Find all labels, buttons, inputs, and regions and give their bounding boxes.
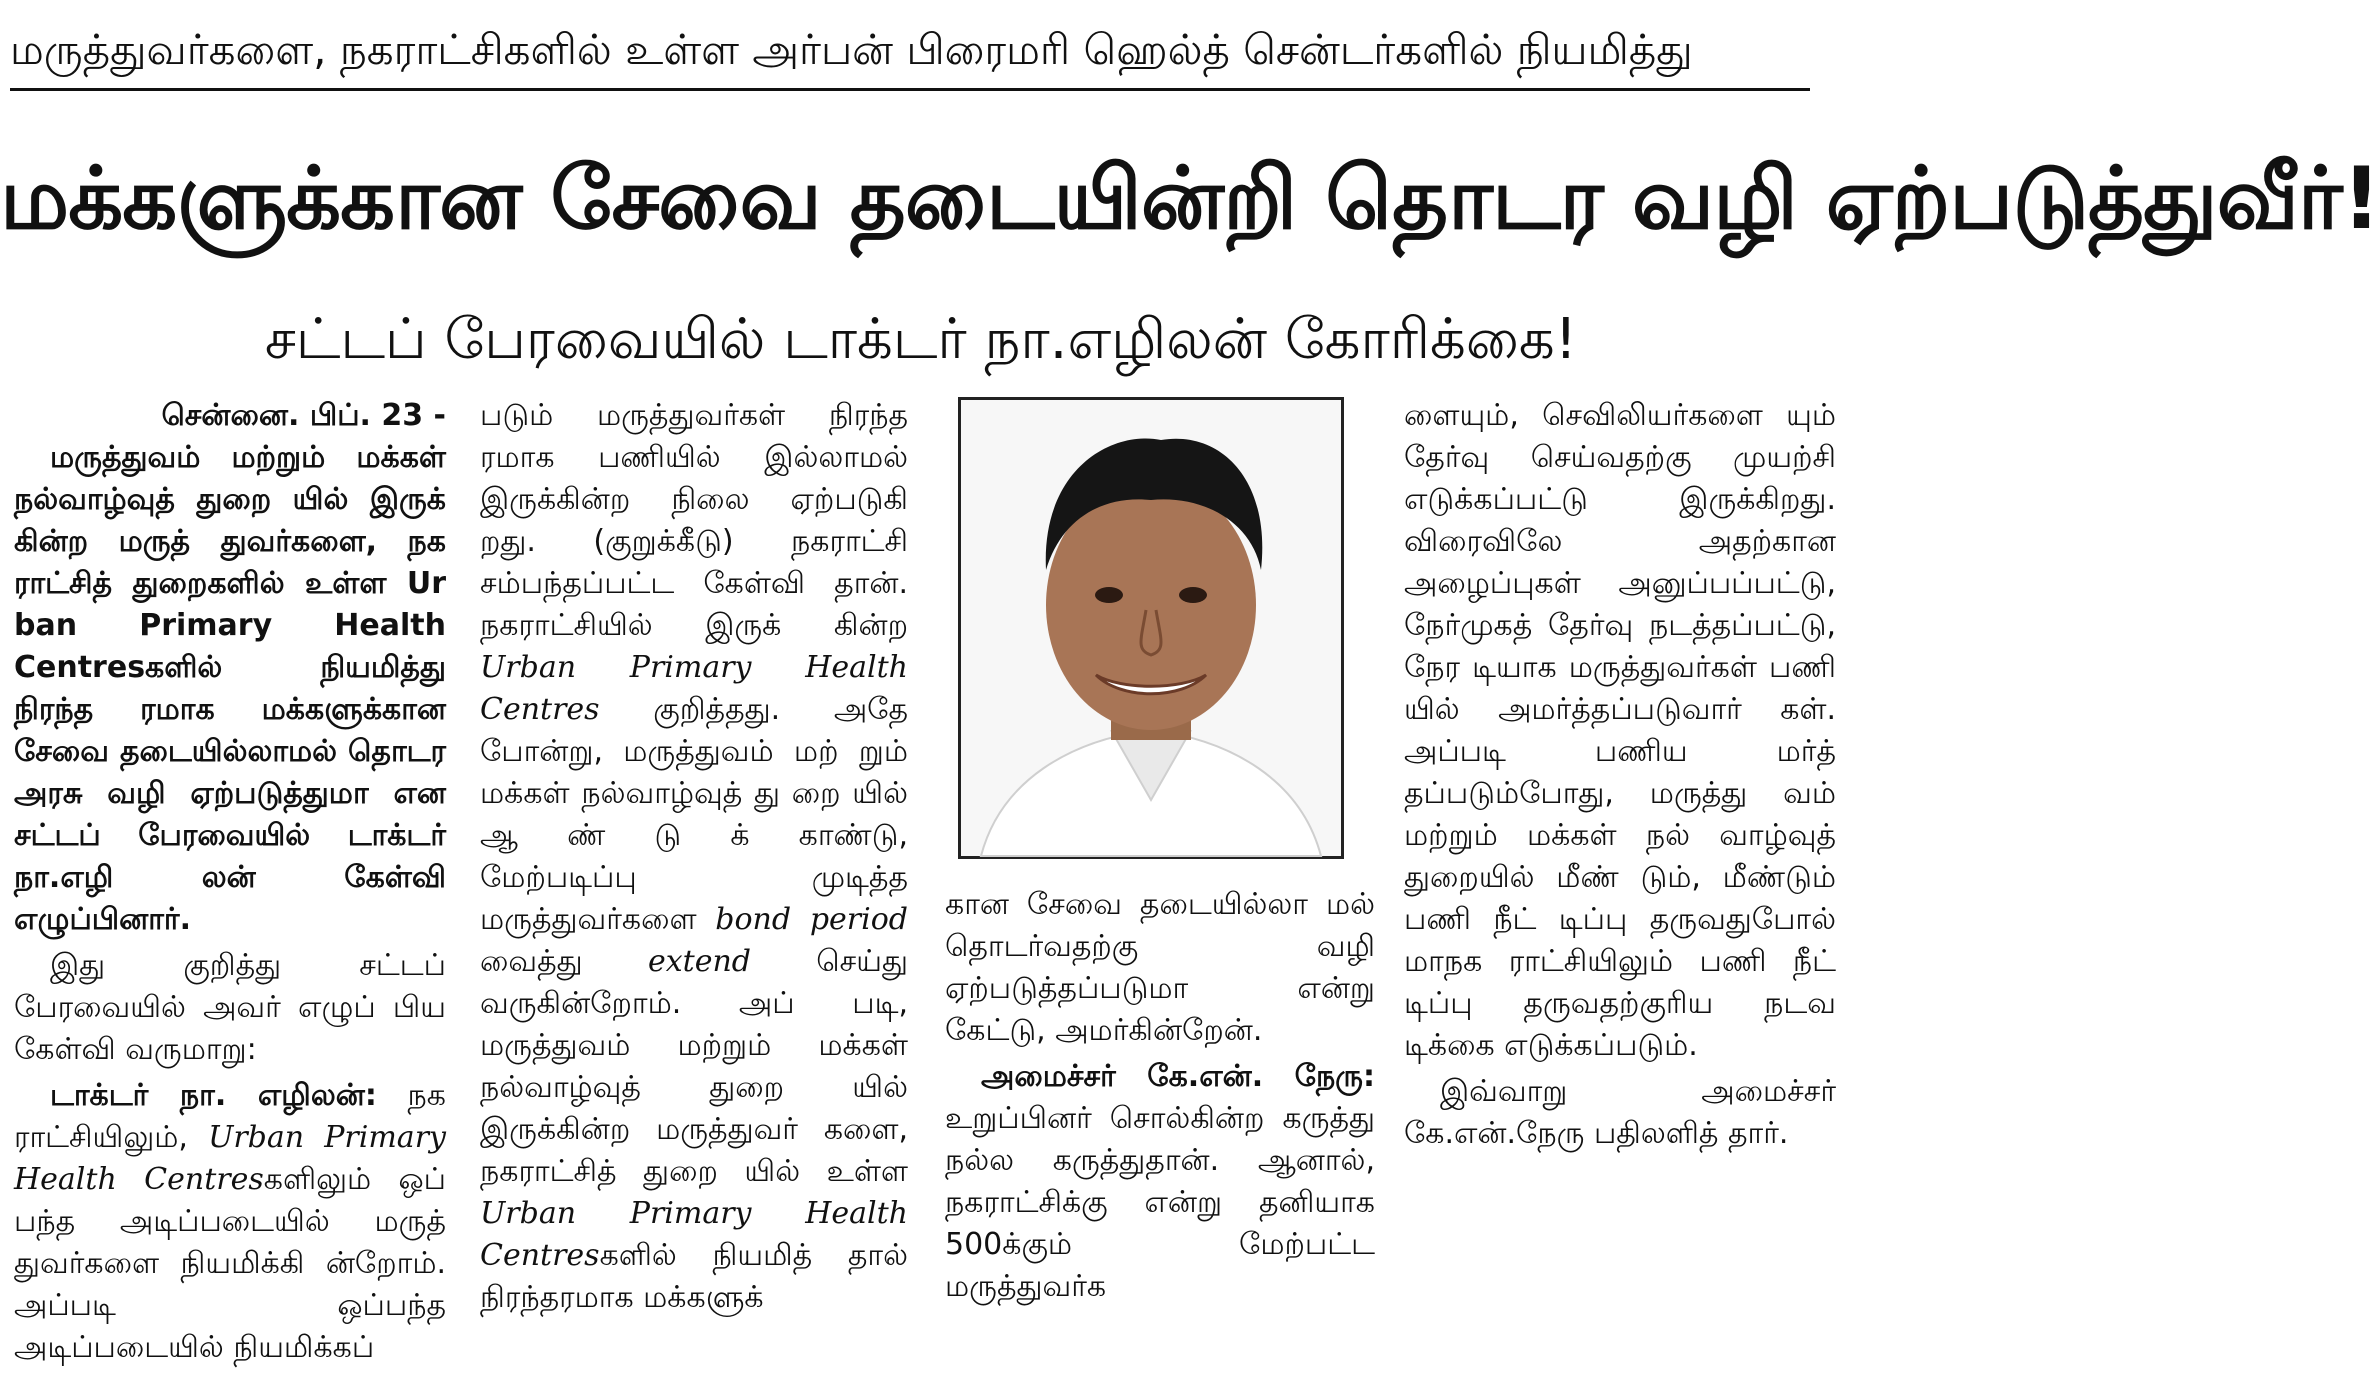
article-column-3	[945, 884, 1375, 1312]
col2-paragraph	[480, 395, 908, 1319]
kicker-text: மருத்துவர்களை, நகராட்சிகளில் உள்ள அர்பன் பிரைமரி ஹெல்த் சென்டர்களில் நியமித்து	[10, 25, 1693, 74]
col2-english-4: Urban Primary Health Centres	[480, 1196, 908, 1273]
col2-text-3: வைத்து	[480, 944, 648, 979]
headline: மக்களுக்கான சேவை தடையின்றி தொடர வழி ஏற்படுத்துவீர்!	[0, 149, 2380, 249]
question-intro: இது குறித்து சட்டப் பேரவையில் அவர் எழுப் பிய கேள்வி வருமாறு:	[14, 948, 446, 1067]
closing-paragraph: இவ்வாறு அமைச்சர் கே.என்.நேரு பதிலளித் தார்.	[1404, 1074, 1836, 1151]
portrait-illustration	[961, 400, 1341, 856]
col2-text-1: படும் மருத்துவர்கள் நிரந்த ரமாக பணியில் இல்லாமல் இருக்கின்ற நிலை ஏற்படுகி றது. (குறுக்கீடு) நகராட்சி சம்பந்தப்பட்ட கேள்வி தான். நகராட்சியில் இருக் கின்ற	[480, 398, 908, 643]
col4-paragraph: ளையும், செவிலியர்களை யும் தேர்வு செய்வதற்கு முயற்சி எடுக்கப்பட்டு இருக்கிறது. விரைவிலே அதற்கான அழைப்புகள் அனுப்பப்பட்டு, நேர்முகத் தேர்வு நடத்தப்பட்டு, நேர டியாக மருத்துவர்கள் பணி யில் அமர்த்தப்படுவார் கள். அப்படி பணிய மர்த் தப்படும்போது, மருத்து வம் மற்றும் மக்கள் நல் வாழ்வுத் துறையில் மீண் டும், மீண்டும் பணி நீட் டிப்பு தருவதுபோல் மாநக ராட்சியிலும் பணி நீட் டிப்பு தருவதற்குரிய நடவ டிக்கை எடுக்கப்படும்.	[1404, 398, 1836, 1063]
article-column-4	[1404, 395, 1836, 1159]
speaker-nehru: அமைச்சர் கே.என். நேரு:	[981, 1059, 1375, 1094]
col2-english-3: extend	[647, 944, 751, 979]
col3-paragraph: கான சேவை தடையில்லா மல் தொடர்வதற்கு வழி ஏற்படுத்தப்படுமா என்று கேட்டு, அமர்கின்றேன்.	[945, 887, 1375, 1048]
col2-english-2: bond period	[715, 902, 908, 937]
answer-paragraph	[945, 1056, 1375, 1308]
article-column-1	[14, 395, 446, 1373]
question-paragraph	[14, 1075, 446, 1369]
article-column-2	[480, 395, 908, 1323]
col2-english-1: Urban Primary Health Centres	[480, 650, 908, 727]
portrait-photo	[958, 397, 1344, 859]
kicker-line	[10, 18, 1810, 91]
col1-text-2: களிலும் ஒப் பந்த அடிப்படையில் மருத் துவர்களை நியமிக்கி ன்றோம். அப்படி ஒப்பந்த அடிப்படையில் நியமிக்கப்	[14, 1162, 447, 1365]
subheadline: சட்டப் பேரவையில் டாக்டர் நா.எழிலன் கோரிக்கை!	[264, 307, 1578, 372]
col1-english-1: Urban Primary Health Centres	[14, 1120, 446, 1197]
col1-text-1: நக ராட்சியிலும்,	[14, 1078, 446, 1155]
col3-reply: உறுப்பினர் சொல்கின்ற கருத்து நல்ல கருத்துதான். ஆனால், நகராட்சிக்கு என்று தனியாக 500க்கும் மேற்பட்ட மருத்துவர்க	[945, 1101, 1375, 1304]
col2-text-2: குறித்தது. அதே போன்று, மருத்துவம் மற் றும் மக்கள் நல்வாழ்வுத் து றை யில் ஆ ண் டு க் காண்டு, மேற்படிப்பு முடித்த மருத்துவர்களை	[480, 692, 908, 937]
speaker-ezhilan: டாக்டர் நா. எழிலன்:	[50, 1078, 377, 1113]
col2-text-5: களில் நியமித் தால் நிரந்தரமாக மக்களுக்	[480, 1238, 908, 1315]
dateline: சென்னை. பிப். 23 -	[161, 398, 446, 433]
lead-paragraph: மருத்துவம் மற்றும் மக்கள் நல்வாழ்வுத் துறை யில் இருக் கின்ற மருத் துவர்களை, நக ராட்சித் துறைகளில் உள்ள Ur ban Primary Health Centresகளில் நியமித்து நிரந்த ரமாக மக்களுக்கான சேவை தடையில்லாமல் தொடர அரசு வழி ஏற்படுத்துமா என சட்டப் பேரவையில் டாக்டர் நா.எழி லன் கேள்வி எழுப்பினார்.	[14, 440, 446, 937]
col2-text-4: செய்து வருகின்றோம். அப் படி, மருத்துவம் மற்றும் மக்கள் நல்வாழ்வுத் துறை யில் இருக்கின்ற மருத்துவர் களை, நகராட்சித் துறை யில் உள்ள	[480, 944, 908, 1189]
